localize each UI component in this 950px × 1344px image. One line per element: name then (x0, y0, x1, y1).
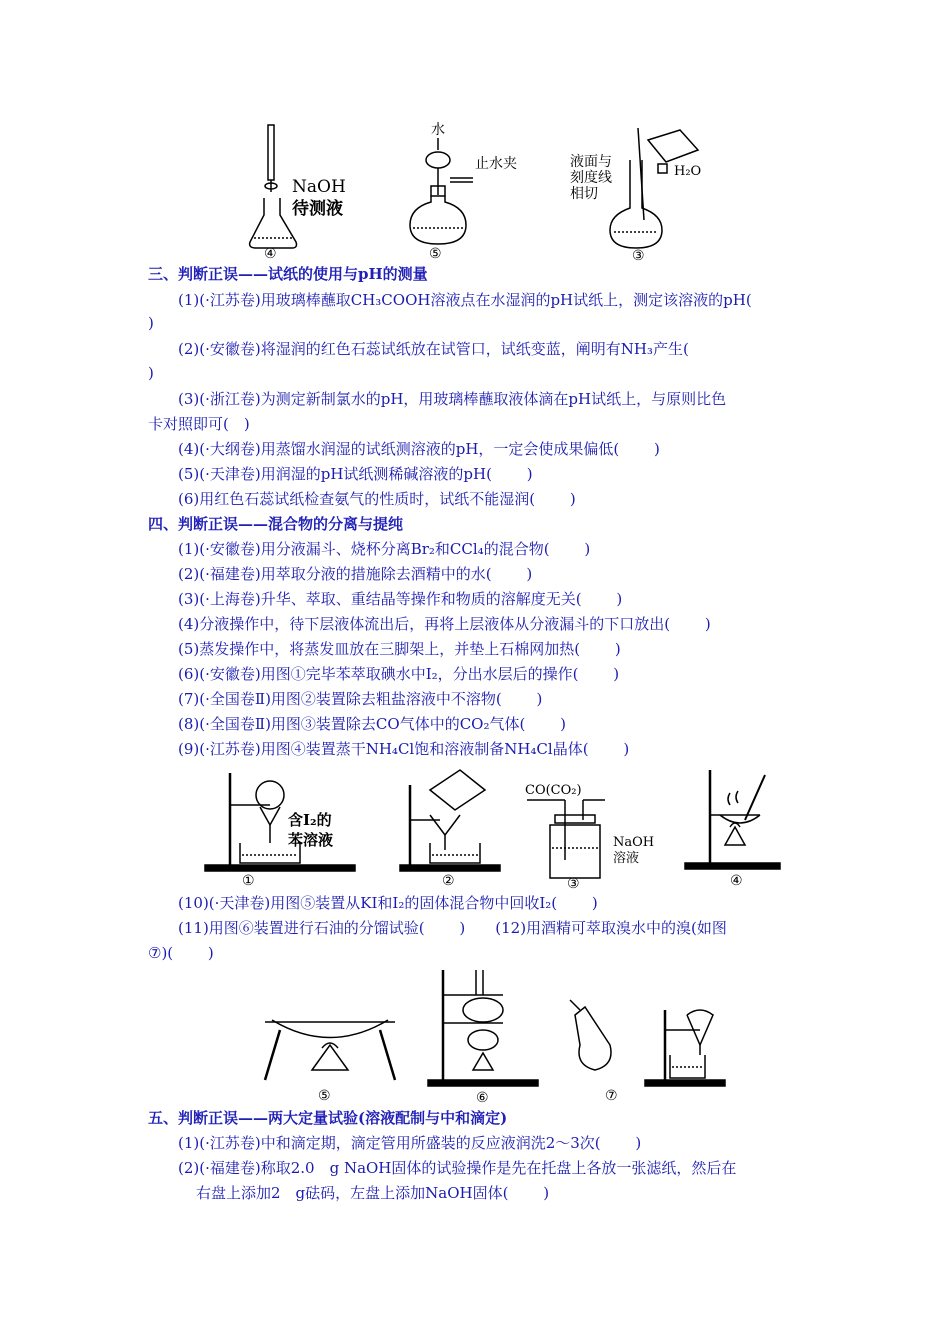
liquid-level-label-1: 液面与 (570, 154, 612, 170)
section-3-item: (4)(·大纲卷)用蒸馏水润湿的试纸测溶液的pH，一定会使成果偏低( ) (178, 440, 660, 458)
section-4-item: (7)(·全国卷Ⅱ)用图②装置除去粗盐溶液中不溶物( ) (178, 690, 543, 708)
figure-number: ③ (632, 248, 645, 264)
figure-number: ⑤ (429, 246, 442, 262)
figure-volumetric-flask (570, 120, 730, 264)
figure-filtration (400, 765, 510, 890)
figure-evaporation (680, 765, 790, 890)
iodine-benzene-label-1: 含I₂的 (288, 811, 332, 829)
section-4-item: (3)(·上海卷)升华、萃取、重结晶等操作和物质的溶解度无关( ) (178, 590, 623, 608)
figure-extraction (565, 995, 725, 1105)
gas-label: CO(CO₂) (525, 783, 582, 798)
section-4-item: (6)(·安徽卷)用图①完毕苯萃取碘水中I₂，分出水层后的操作( ) (178, 665, 620, 683)
section-4-item: (9)(·江苏卷)用图④装置蒸干NH₄Cl饱和溶液制备NH₄Cl晶体( ) (178, 740, 630, 758)
section-4-item: (8)(·全国卷Ⅱ)用图③装置除去CO气体中的CO₂气体( ) (178, 715, 566, 733)
section-3-item: (2)(·安徽卷)将湿润的红色石蕊试纸放在试管口，试纸变蓝，阐明有NH₃产生( (178, 340, 689, 358)
water-label: H₂O (674, 164, 702, 179)
section-3-title: 三、判断正误——试纸的使用与pH的测量 (148, 265, 428, 283)
section-4-item: (4)分液操作中，待下层液体流出后，再将上层液体从分液漏斗的下口放出( ) (178, 615, 711, 633)
section-4-item: (5)蒸发操作中，将蒸发皿放在三脚架上，并垫上石棉网加热( ) (178, 640, 621, 658)
figure-sublimation (260, 1000, 400, 1105)
figure-number: ③ (567, 876, 580, 892)
figure-separatory-funnel (200, 765, 380, 890)
figure-distillation (428, 965, 548, 1105)
figure-flask-titration (240, 120, 380, 260)
iodine-benzene-label-2: 苯溶液 (288, 831, 334, 849)
liquid-level-label-2: 刻度线 (570, 170, 612, 186)
section-4-item: (10)(·天津卷)用图⑤装置从KI和I₂的固体混合物中回收I₂( ) (178, 894, 598, 912)
section-3-item: ) (148, 364, 154, 382)
section-5-item: (2)(·福建卷)称取2.0 g NaOH固体的试验操作是先在托盘上各放一张滤纸，然后在 (178, 1159, 737, 1177)
figure-number: ⑤ (318, 1088, 331, 1104)
figure-gas-washing-bottle (525, 780, 675, 890)
sample-solution-label: 待测液 (292, 199, 343, 219)
section-3-item: (3)(·浙江卷)为测定新制氯水的pH，用玻璃棒蘸取液体滴在pH试纸上，与原则比色 (178, 390, 727, 408)
section-5-item: (1)(·江苏卷)中和滴定期，滴定管用所盛装的反应液润洗2～3次( ) (178, 1134, 642, 1152)
clamp-label: 止水夹 (475, 156, 517, 172)
section-5-title: 五、判断正误——两大定量试验(溶液配制与中和滴定) (148, 1109, 508, 1127)
water-label: 水 (431, 122, 445, 138)
figure-number: ④ (264, 246, 277, 262)
section-3-item: (5)(·天津卷)用润湿的pH试纸测稀碱溶液的pH( ) (178, 465, 533, 483)
figure-number: ① (242, 873, 255, 889)
solution-label: 溶液 (613, 851, 640, 866)
figure-number: ② (442, 873, 455, 889)
section-4-item: ⑦)( ) (148, 944, 214, 962)
section-4-title: 四、判断正误——混合物的分离与提纯 (148, 515, 404, 533)
naoh-label: NaOH (613, 835, 655, 850)
figure-number: ④ (730, 873, 743, 889)
naoh-label: NaOH (292, 177, 346, 197)
section-3-item: (1)(·江苏卷)用玻璃棒蘸取CH₃COOH溶液点在水湿润的pH试纸上，测定该溶液的pH( (178, 291, 752, 309)
section-3-item: ) (148, 314, 154, 332)
section-4-item: (2)(·福建卷)用萃取分液的措施除去酒精中的水( ) (178, 565, 533, 583)
section-4-item: (1)(·安徽卷)用分液漏斗、烧杯分离Br₂和CCl₄的混合物( ) (178, 540, 591, 558)
liquid-level-label-3: 相切 (570, 186, 598, 202)
section-3-item: 卡对照即可( ) (148, 415, 250, 433)
section-4-item: (11)用图⑥装置进行石油的分馏试验( ) (12)用酒精可萃取溴水中的溴(如图 (178, 919, 727, 937)
section-3-item: (6)用红色石蕊试纸检查氨气的性质时，试纸不能湿润( ) (178, 490, 576, 508)
section-5-item: 右盘上添加2 g砝码，左盘上添加NaOH固体( ) (196, 1184, 550, 1202)
figure-flask-leak-test (405, 120, 545, 260)
figure-number: ⑦ (605, 1088, 618, 1104)
figure-number: ⑥ (476, 1090, 489, 1106)
